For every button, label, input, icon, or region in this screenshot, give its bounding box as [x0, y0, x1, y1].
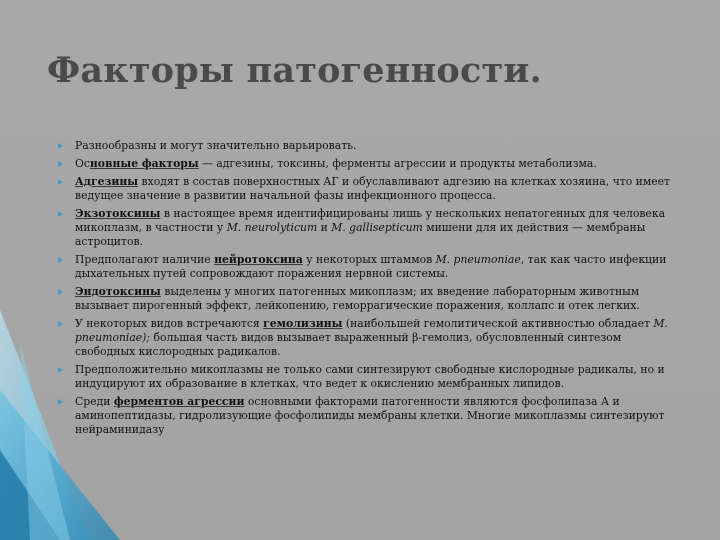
item-text: (наибольшей гемолитической активностью обладает [342, 316, 654, 330]
item-text: Среди [75, 395, 114, 408]
triangle-bullet-icon [58, 257, 63, 263]
list-item [58, 157, 682, 171]
list-item [58, 395, 682, 438]
item-term: ферментов агрессии [113, 395, 245, 408]
item-text: У некоторых видов встречаются [75, 316, 264, 330]
list-item [58, 207, 682, 250]
list-item [58, 363, 682, 391]
species-name: M. pneumoniae [435, 252, 521, 266]
item-text: большая часть видов вызывает выраженный β-гемолиз, обусловленный синтезом свободных кислородных радикалов. [75, 331, 622, 359]
triangle-bullet-icon [58, 211, 63, 217]
list-item [58, 253, 682, 281]
triangle-bullet-icon [58, 399, 63, 405]
item-term: гемолизины [263, 316, 343, 330]
item-text: Предполагают наличие [75, 252, 215, 266]
item-text: , так как часто инфекции дыхательных путей сопровождают поражения нервной системы. [75, 252, 667, 280]
item-text: и [317, 220, 332, 234]
page-title: Факторы патогенности. [47, 50, 542, 91]
item-term: Адгезины [75, 174, 139, 188]
triangle-bullet-icon [58, 289, 63, 295]
item-term: новные факторы [89, 156, 199, 170]
list-item [58, 317, 682, 360]
item-term: Экзотоксины [75, 206, 161, 220]
list-item [58, 175, 682, 203]
item-text: Предположительно микоплазмы не только сами синтезируют свободные кислородные радикалы, но и индуцируют их образование в клетках, что ведет к окислению мембранных липидов. [75, 363, 665, 391]
triangle-bullet-icon [58, 321, 63, 327]
item-text: мишени для их действия — мембраны астроцитов. [75, 220, 646, 248]
list-item [58, 285, 682, 313]
item-text: Разнообразны и могут значительно варьировать. [75, 139, 357, 152]
bullet-list [58, 139, 682, 441]
item-text: входят в состав поверхностных АГ и обуславливают адгезию на клетках хозяина, что имеет ведущее значение в развитии начальной фазы инфекционного процесса. [75, 174, 670, 202]
item-text: выделены у многих патогенных микоплазм; их введение лабораторным животным вызывает пирогенный эффект, лейкопению, геморрагические поражения, коллапс и отек легких. [75, 284, 640, 312]
species-name: M. neurolyticum [226, 220, 318, 234]
triangle-bullet-icon [58, 161, 63, 167]
triangle-bullet-icon [58, 179, 63, 185]
triangle-bullet-icon [58, 367, 63, 373]
triangle-bullet-icon [58, 143, 63, 149]
species-name: M. gallisepticum [331, 220, 423, 234]
item-term: Эндотоксины [75, 284, 161, 298]
item-text: — адгезины, токсины, ферменты агрессии и продукты метаболизма. [198, 156, 597, 170]
item-text: основными факторами патогенности являются фосфолипаза А и аминопептидазы, гидролизующие фосфолипиды мембраны клетки. Многие микоплазмы синтезируют нейраминидазу [75, 395, 665, 437]
item-text: Ос [75, 156, 90, 170]
species-name: M. pneumoniae); [75, 316, 668, 344]
item-term: нейротоксина [214, 252, 303, 266]
item-text: в настоящее время идентифицированы лишь у нескольких непатогенных для человека микоплазм, в частности у [75, 206, 666, 234]
item-text: у некоторых штаммов [302, 252, 436, 266]
list-item [58, 139, 682, 153]
